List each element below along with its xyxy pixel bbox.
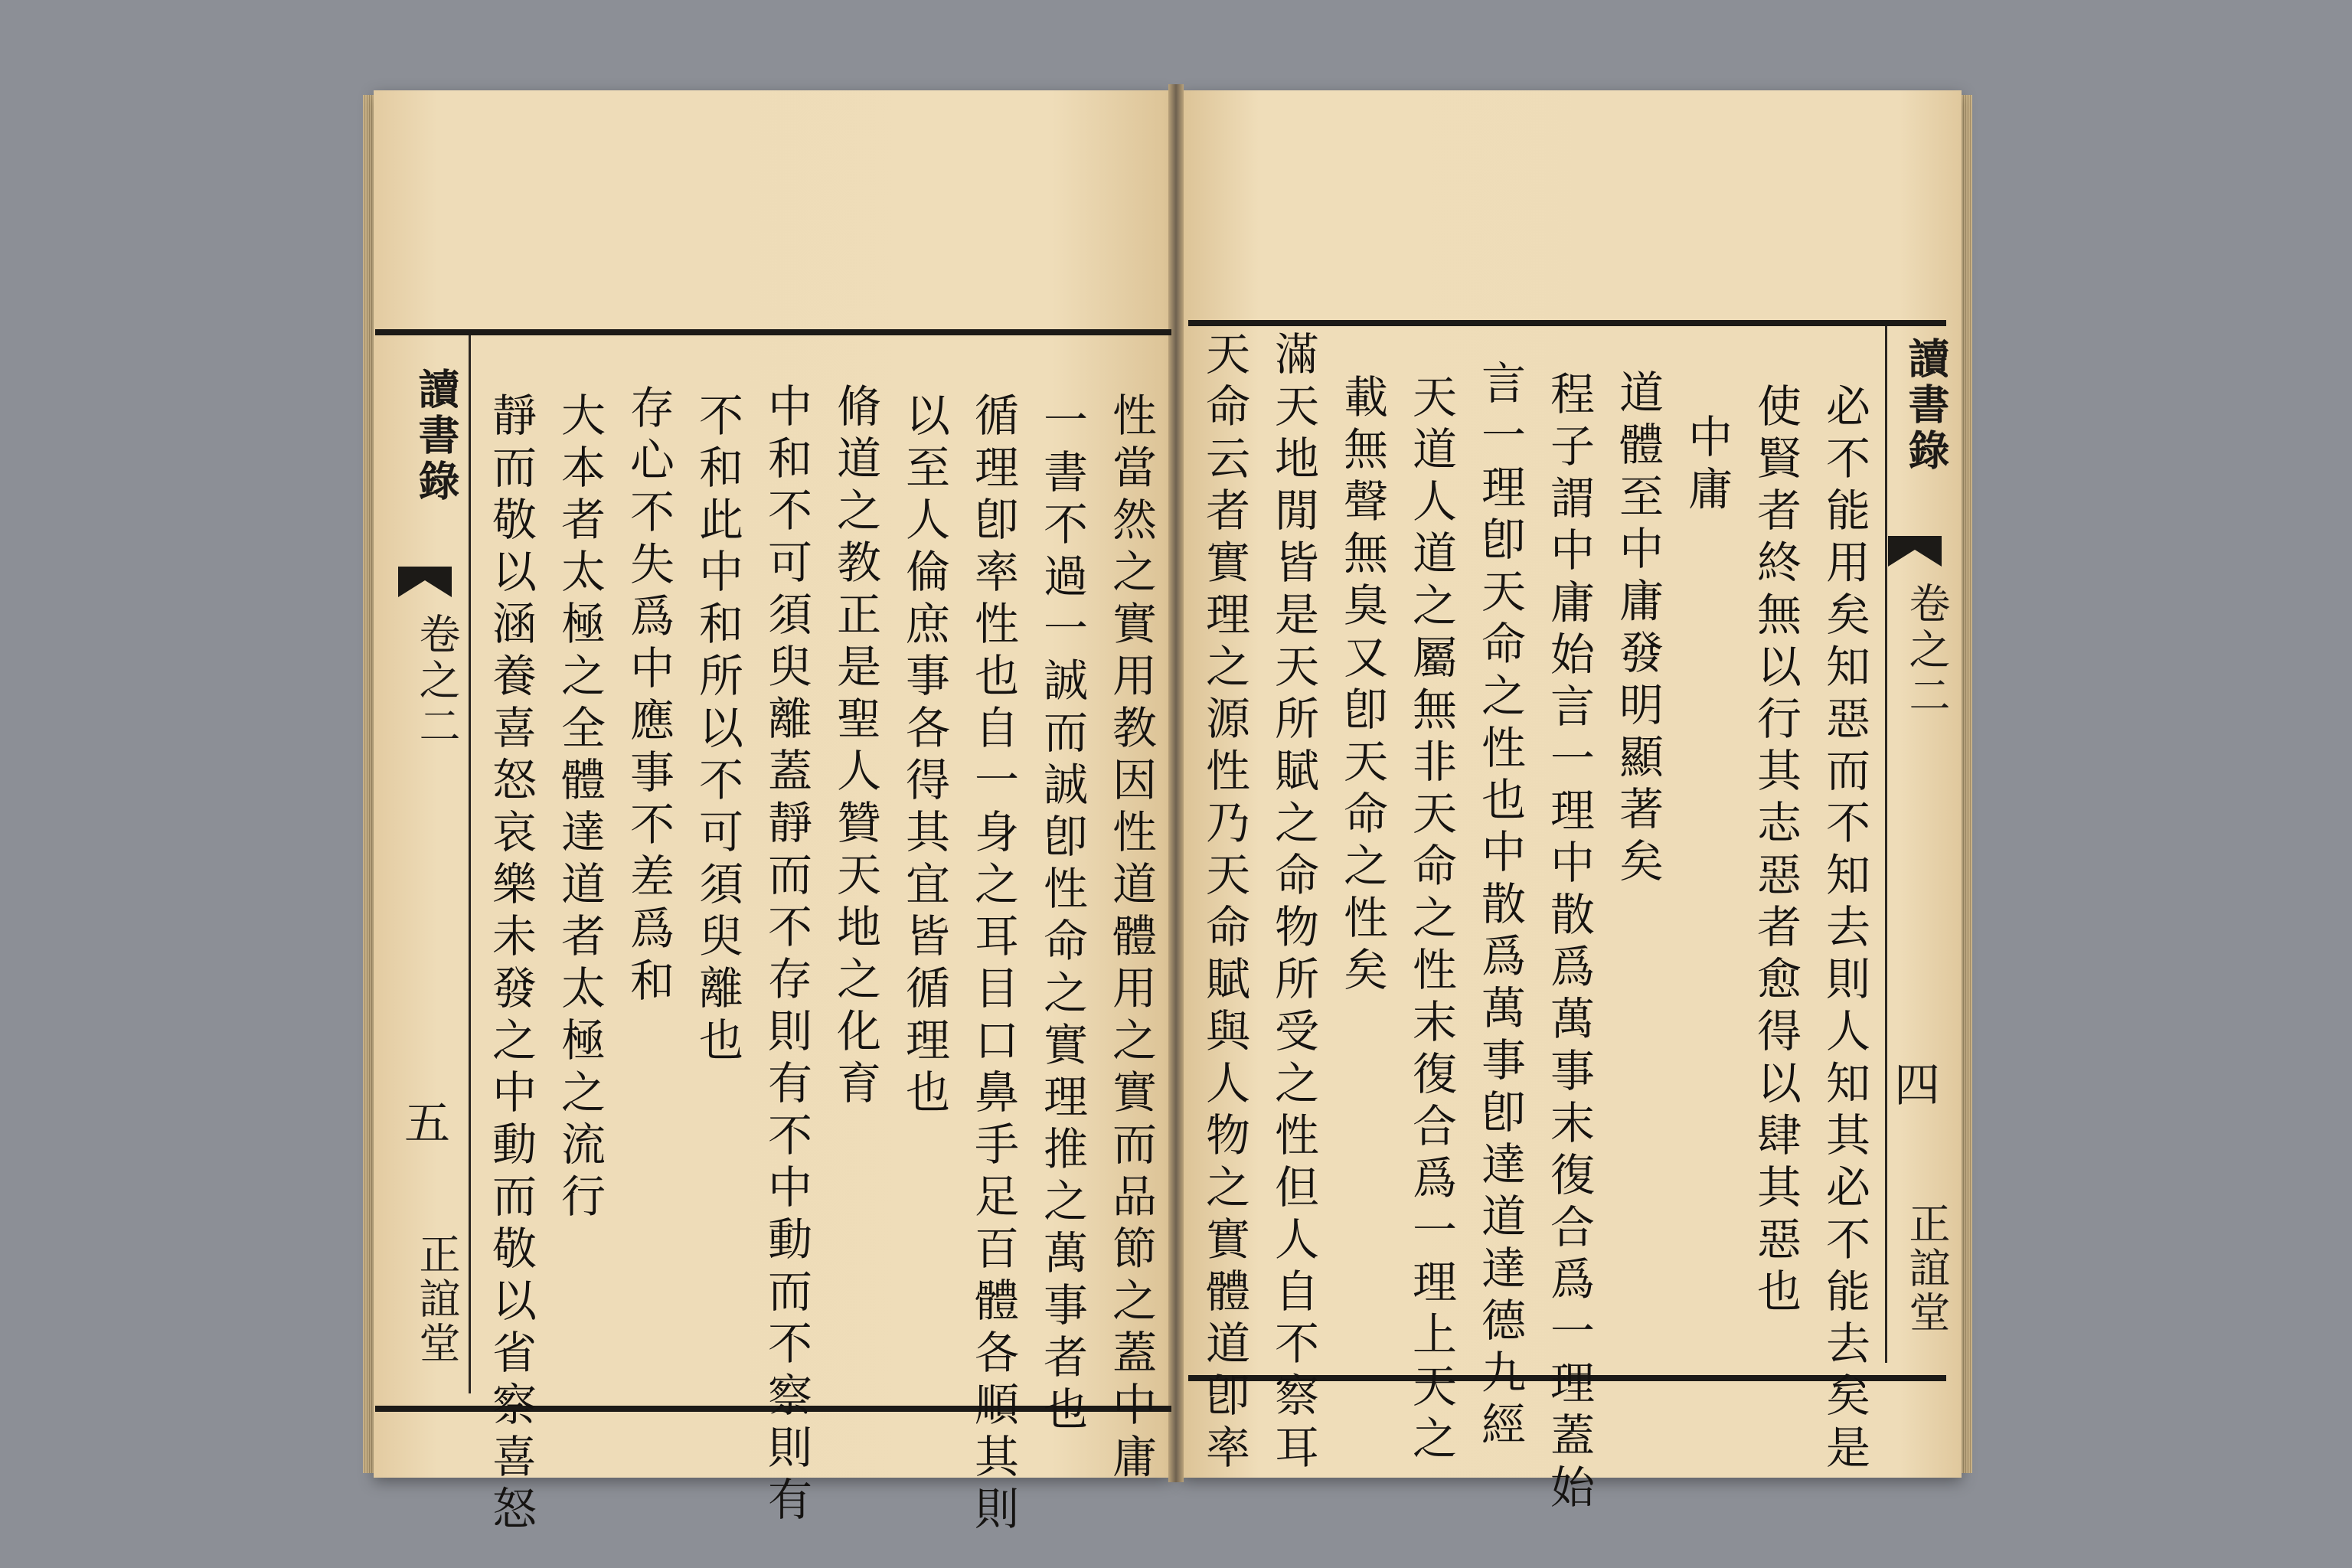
- right-volume-label: 卷之二: [1903, 582, 1951, 720]
- left-column-4: 以至人倫庶事各得其宜皆循理也: [898, 392, 950, 1121]
- left-column-5: 脩道之教正是聖人贊天地之化育: [829, 383, 881, 1112]
- left-volume-label: 卷之二: [413, 612, 461, 750]
- right-publisher: 正誼堂: [1903, 1202, 1951, 1335]
- left-column-8: 存心不失爲中應事不差爲和: [622, 384, 675, 1009]
- left-column-1: 性當然之實用教因性道體用之實而品節之蓋中庸: [1105, 392, 1157, 1485]
- left-column-2: 一書不過一誠而誠卽性命之實理推之萬事者也: [1036, 397, 1088, 1438]
- right-column-5: 程子謂中庸始言一理中散爲萬事末復合爲一理蓋始: [1543, 371, 1595, 1516]
- left-fold-rule: [469, 335, 471, 1393]
- right-column-heading: 中庸: [1681, 413, 1733, 518]
- left-column-10: 靜而敬以涵養喜怒哀樂未發之中動而敬以省察喜怒: [485, 392, 537, 1537]
- left-column-9: 大本者太極之全體達道者太極之流行: [554, 392, 606, 1225]
- left-column-6: 中和不可須臾離蓋靜而不存則有不中動而不察則有: [760, 383, 812, 1528]
- right-column-2: 使賢者終無以行其志惡者愈得以肆其惡也: [1749, 383, 1802, 1320]
- left-publisher: 正誼堂: [413, 1233, 461, 1366]
- right-page-number: 四: [1894, 1059, 1940, 1112]
- right-column-9: 滿天地閒皆是天所賦之命物所受之性但人自不察耳: [1267, 331, 1319, 1476]
- right-fold-rule: [1885, 326, 1887, 1363]
- right-margin-title: 讀書錄: [1902, 337, 1951, 475]
- right-column-7: 天道人道之屬無非天命之性末復合爲一理上天之: [1405, 374, 1457, 1467]
- left-column-7: 不和此中和所以不可須臾離也: [691, 392, 743, 1069]
- left-column-3: 循理卽率性也自一身之耳目口鼻手足百體各順其則: [967, 392, 1019, 1537]
- right-column-6: 言一理卽天命之性也中散爲萬事卽達道達德九經: [1474, 360, 1526, 1453]
- right-column-4: 道體至中庸發明顯著矣: [1612, 369, 1664, 890]
- right-column-8: 載無聲無臭又卽天命之性矣: [1336, 374, 1388, 998]
- left-margin-title: 讀書錄: [412, 368, 461, 505]
- right-column-10: 天命云者實理之源性乃天命賦與人物之實體道卽率: [1198, 331, 1250, 1476]
- right-column-1: 必不能用矣知惡而不知去則人知其必不能去矣是: [1818, 383, 1870, 1476]
- left-page-number: 五: [404, 1097, 450, 1151]
